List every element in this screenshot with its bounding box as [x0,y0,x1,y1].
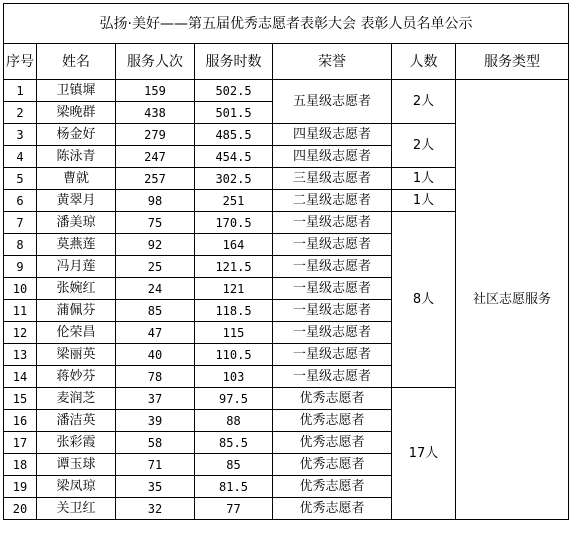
cell-name: 曹就 [37,168,116,190]
cell-honor: 四星级志愿者 [273,124,392,146]
cell-service-count: 159 [116,80,195,102]
cell-honor: 优秀志愿者 [273,388,392,410]
cell-no: 3 [4,124,37,146]
cell-service-hours: 454.5 [195,146,273,168]
cell-service-count: 37 [116,388,195,410]
cell-service-count: 40 [116,344,195,366]
cell-name: 陈泳青 [37,146,116,168]
cell-people: 2人 [392,80,456,124]
cell-service-count: 247 [116,146,195,168]
cell-people: 2人 [392,124,456,168]
cell-name: 蒋妙芬 [37,366,116,388]
cell-no: 14 [4,366,37,388]
header-service-count: 服务人次 [116,44,195,80]
cell-no: 12 [4,322,37,344]
cell-no: 2 [4,102,37,124]
cell-service-count: 279 [116,124,195,146]
cell-service-count: 257 [116,168,195,190]
cell-service-hours: 121.5 [195,256,273,278]
cell-service-count: 24 [116,278,195,300]
cell-name: 张婉红 [37,278,116,300]
cell-name: 谭玉球 [37,454,116,476]
cell-service-hours: 164 [195,234,273,256]
cell-service-count: 32 [116,498,195,520]
cell-honor: 优秀志愿者 [273,410,392,432]
cell-service-count: 47 [116,322,195,344]
cell-service-count: 92 [116,234,195,256]
header-service-type: 服务类型 [456,44,569,80]
cell-service-count: 39 [116,410,195,432]
cell-name: 潘美琼 [37,212,116,234]
cell-name: 伦荣昌 [37,322,116,344]
cell-service-count: 78 [116,366,195,388]
roster-table [3,3,569,520]
header-no: 序号 [4,44,37,80]
cell-no: 17 [4,432,37,454]
cell-name: 卫镇墀 [37,80,116,102]
cell-service-count: 85 [116,300,195,322]
cell-name: 黄翠月 [37,190,116,212]
cell-people: 1人 [392,190,456,212]
header-people: 人数 [392,44,456,80]
cell-honor: 一星级志愿者 [273,366,392,388]
cell-name: 杨金好 [37,124,116,146]
cell-service-count: 25 [116,256,195,278]
cell-no: 10 [4,278,37,300]
cell-no: 13 [4,344,37,366]
cell-service-hours: 88 [195,410,273,432]
cell-service-count: 438 [116,102,195,124]
cell-honor: 一星级志愿者 [273,344,392,366]
cell-no: 15 [4,388,37,410]
header-honor: 荣誉 [273,44,392,80]
cell-honor: 一星级志愿者 [273,256,392,278]
cell-service-type: 社区志愿服务 [456,80,569,520]
cell-honor: 四星级志愿者 [273,146,392,168]
table-title: 弘扬·美好——第五届优秀志愿者表彰大会 表彰人员名单公示 [4,4,569,44]
cell-no: 4 [4,146,37,168]
cell-name: 蒲佩芬 [37,300,116,322]
cell-no: 7 [4,212,37,234]
cell-service-count: 71 [116,454,195,476]
cell-service-hours: 485.5 [195,124,273,146]
cell-honor: 三星级志愿者 [273,168,392,190]
cell-service-hours: 81.5 [195,476,273,498]
cell-service-hours: 85.5 [195,432,273,454]
header-service-hours: 服务时数 [195,44,273,80]
cell-service-hours: 115 [195,322,273,344]
cell-service-hours: 77 [195,498,273,520]
cell-name: 麦润芝 [37,388,116,410]
cell-no: 20 [4,498,37,520]
cell-service-hours: 121 [195,278,273,300]
cell-honor: 五星级志愿者 [273,80,392,124]
cell-name: 梁凤琼 [37,476,116,498]
header-name: 姓名 [37,44,116,80]
cell-no: 6 [4,190,37,212]
cell-people: 17人 [392,388,456,520]
cell-service-hours: 118.5 [195,300,273,322]
roster-sheet [3,3,569,520]
cell-service-count: 98 [116,190,195,212]
cell-service-hours: 97.5 [195,388,273,410]
cell-honor: 优秀志愿者 [273,476,392,498]
cell-honor: 一星级志愿者 [273,322,392,344]
cell-name: 莫燕莲 [37,234,116,256]
cell-people: 8人 [392,212,456,388]
cell-no: 1 [4,80,37,102]
cell-service-count: 75 [116,212,195,234]
table-row [4,80,569,102]
cell-honor: 一星级志愿者 [273,212,392,234]
cell-service-hours: 302.5 [195,168,273,190]
cell-honor: 二星级志愿者 [273,190,392,212]
cell-service-hours: 502.5 [195,80,273,102]
cell-service-hours: 501.5 [195,102,273,124]
cell-no: 11 [4,300,37,322]
cell-service-hours: 170.5 [195,212,273,234]
cell-no: 5 [4,168,37,190]
cell-honor: 一星级志愿者 [273,234,392,256]
cell-no: 8 [4,234,37,256]
cell-name: 潘洁英 [37,410,116,432]
cell-no: 18 [4,454,37,476]
cell-service-count: 35 [116,476,195,498]
cell-service-hours: 85 [195,454,273,476]
cell-no: 16 [4,410,37,432]
cell-name: 梁晚群 [37,102,116,124]
cell-name: 关卫红 [37,498,116,520]
cell-service-count: 58 [116,432,195,454]
cell-name: 冯月莲 [37,256,116,278]
cell-name: 张彩霞 [37,432,116,454]
cell-people: 1人 [392,168,456,190]
cell-name: 梁丽英 [37,344,116,366]
cell-service-hours: 110.5 [195,344,273,366]
cell-honor: 一星级志愿者 [273,300,392,322]
cell-honor: 优秀志愿者 [273,454,392,476]
cell-no: 9 [4,256,37,278]
cell-honor: 优秀志愿者 [273,432,392,454]
cell-service-hours: 103 [195,366,273,388]
cell-service-hours: 251 [195,190,273,212]
cell-no: 19 [4,476,37,498]
cell-honor: 优秀志愿者 [273,498,392,520]
cell-honor: 一星级志愿者 [273,278,392,300]
